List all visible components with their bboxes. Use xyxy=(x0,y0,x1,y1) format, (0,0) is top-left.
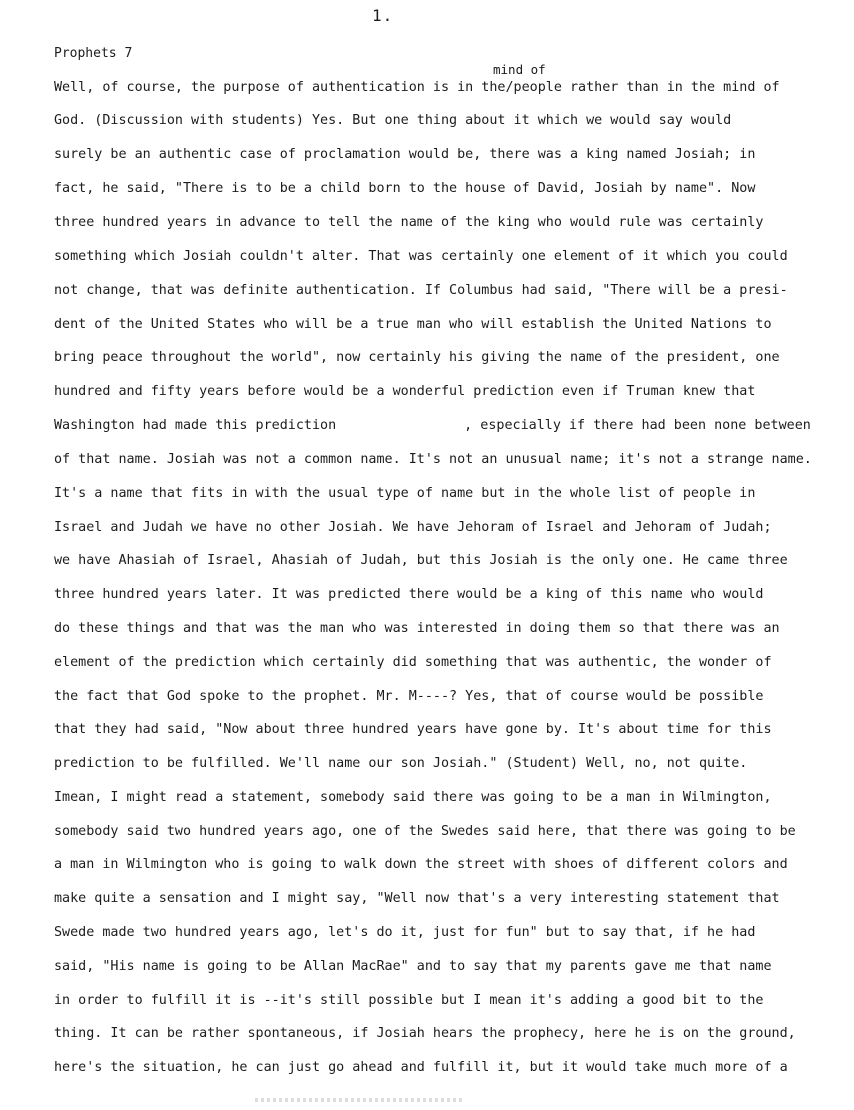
text-line: do these things and that was the man who was interested in doing them so that there was an xyxy=(54,621,780,636)
text-line: that they had said, "Now about three hundred years have gone by. It's about time for this xyxy=(54,722,772,737)
text-line: dent of the United States who will be a true man who will establish the United Nations to xyxy=(54,317,772,332)
text-line: bring peace throughout the world", now certainly his giving the name of the president, one xyxy=(54,350,780,365)
text-line-end: , especially if there had been none between xyxy=(464,418,811,433)
text-line: the fact that God spoke to the prophet. Mr. M----? Yes, that of course would be possible xyxy=(54,689,764,704)
text-line: Imean, I might read a statement, somebody said there was going to be a man in Wilmington, xyxy=(54,790,772,805)
text-line-start: Washington had made this prediction xyxy=(54,418,337,433)
text-line: Well, of course, the purpose of authentication is in the/people rather than in the mind of xyxy=(54,80,780,95)
text-line: not change, that was definite authentication. If Columbus had said, "There will be a presi- xyxy=(54,283,788,298)
bottom-edge-smudge xyxy=(255,1098,465,1102)
text-line: prediction to be fulfilled. We'll name our son Josiah." (Student) Well, no, not quite. xyxy=(54,756,748,771)
text-line: element of the prediction which certainly did something that was authentic, the wonder of xyxy=(54,655,772,670)
text-line: Swede made two hundred years ago, let's do it, just for fun" but to say that, if he had xyxy=(54,925,756,940)
text-line: thing. It can be rather spontaneous, if Josiah hears the prophecy, here he is on the ground, xyxy=(54,1026,796,1041)
text-line: hundred and fifty years before would be a wonderful prediction even if Truman knew that xyxy=(54,384,756,399)
text-line-with-gap xyxy=(54,418,811,433)
text-line: somebody said two hundred years ago, one of the Swedes said here, that there was going to be xyxy=(54,824,796,839)
text-line: something which Josiah couldn't alter. That was certainly one element of it which you could xyxy=(54,249,788,264)
text-line: a man in Wilmington who is going to walk down the street with shoes of different colors and xyxy=(54,857,788,872)
text-line: three hundred years in advance to tell the name of the king who would rule was certainly xyxy=(54,215,764,230)
text-line: fact, he said, "There is to be a child born to the house of David, Josiah by name". Now xyxy=(54,181,756,196)
text-line: surely be an authentic case of proclamation would be, there was a king named Josiah; in xyxy=(54,147,756,162)
text-line: said, "His name is going to be Allan MacRae" and to say that my parents gave me that name xyxy=(54,959,772,974)
text-line: It's a name that fits in with the usual type of name but in the whole list of people in xyxy=(54,486,756,501)
text-line: make quite a sensation and I might say, "Well now that's a very interesting statement that xyxy=(54,891,780,906)
text-line: of that name. Josiah was not a common name. It's not an unusual name; it's not a strange name. xyxy=(54,452,812,467)
text-line: here's the situation, he can just go ahead and fulfill it, but it would take much more of a xyxy=(54,1060,788,1075)
text-line: in order to fulfill it is --it's still possible but I mean it's adding a good bit to the xyxy=(54,993,764,1008)
text-line: we have Ahasiah of Israel, Ahasiah of Judah, but this Josiah is the only one. He came three xyxy=(54,553,788,568)
page-number: 1. xyxy=(372,6,394,25)
text-line: Israel and Judah we have no other Josiah. We have Jehoram of Israel and Jehoram of Judah; xyxy=(54,520,772,535)
text-line: three hundred years later. It was predicted there would be a king of this name who would xyxy=(54,587,764,602)
interlinear-insertion: mind of xyxy=(493,62,546,77)
page-heading: Prophets 7 xyxy=(54,46,133,61)
text-line: God. (Discussion with students) Yes. But one thing about it which we would say would xyxy=(54,113,732,128)
